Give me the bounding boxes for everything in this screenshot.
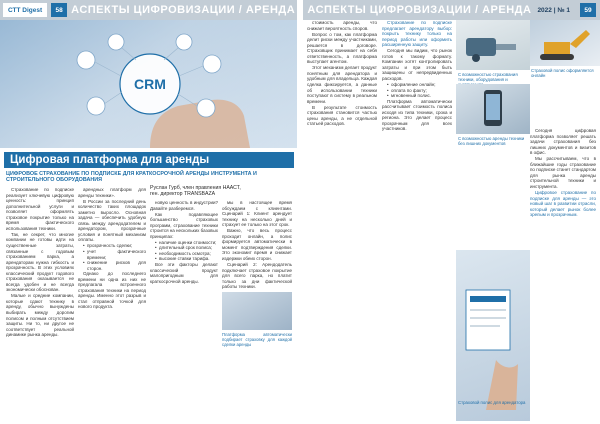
tools-illustration — [456, 20, 530, 70]
crm-badge: CRM — [134, 76, 166, 92]
paragraph: В результате стоимость страхования становится частью цены аренды, а не отдельной статьей расходов. — [307, 104, 377, 127]
photo-tools — [456, 20, 530, 70]
list-item: • высокие ставки тарифа. — [155, 256, 218, 262]
paragraph: арендных платформ для аренды техники». — [78, 187, 146, 198]
paragraph: Этот механизм делает продукт понятным для арендатора и удобным для владельца. Каждая сделка фиксируется, а данные об использовании техники поступают в систему в реальном времени. — [307, 65, 377, 104]
list-item: • оплата по факту; — [387, 88, 452, 94]
left-page-number: 58 — [51, 3, 67, 17]
column-5 — [307, 20, 377, 421]
paragraph: Так, не секрет, что многие компании не готовы идти на существенные затраты, связанные с годовым страхованием парка, а арендаторам нужна гибкость и прозрачность. В этих условиях классический продукт годового страхования оказывается не всегда удобен и не всегда экономически обоснован. — [6, 231, 74, 293]
article-lead: ЦИФРОВОЕ СТРАХОВАНИЕ ПО ПОДПИСКЕ ДЛЯ КРАТКОСРОЧНОЙ АРЕНДЫ ИНСТРУМЕНТА И СТРОИТЕЛЬНОГО ОБОРУДОВАНИЯ — [6, 171, 257, 184]
column-2 — [78, 187, 146, 421]
excavator-illustration — [530, 20, 600, 66]
paragraph: Страхование по подписке реализует ключевую цифровую ценность: принцип дополнительной услуги и позволяет оформлять страховое покрытие только на время фактического использования техники. — [6, 187, 74, 231]
paragraph: Сегодня цифровая платформа позволяет решать задачи страхования без лишних документов и визитов в офис. — [530, 128, 596, 156]
paragraph: Платформа автоматически рассчитывает стоимость полиса исходя из типа техники, срока и региона. Это делает процесс прозрачным для всех участников. — [382, 98, 452, 132]
list-item: • учет фактического времени; — [83, 249, 146, 260]
author-byline — [150, 185, 290, 197]
right-page-header — [303, 0, 600, 20]
author-line-2: ген. директор TRANSBAZA — [150, 191, 216, 198]
paragraph: Однако до последнего времени ни одна из них не предлагала встроенного страхования техники на период аренды. Именно этот разрыв и стал отправной точкой для нового продукта. — [78, 271, 146, 310]
list-item: • прозрачность сделки; — [83, 243, 146, 249]
paragraph: стоимость аренды, что снижает вероятность споров. — [307, 20, 377, 31]
paragraph: мы в настоящее время обсуждаем с клиентами. Сценарий 1: Клиент арендует технику на несколько дней и страхует ее только на этот срок. — [222, 200, 292, 228]
bullet-list — [150, 240, 218, 262]
list-item: • наличие оценки стоимости; — [155, 240, 218, 246]
photo-caption: С возможностью страхования техники, оборудования и — [458, 72, 518, 82]
author-line-1: Руслан Гурб, член правления НААСТ, — [150, 185, 241, 191]
photo-excavator — [530, 20, 600, 66]
photo-caption: Страховой полис для арендатора — [458, 400, 526, 405]
figure-caption: Платформа автоматически подбирает страховку для каждой сделки аренды — [222, 331, 292, 347]
column-3 — [150, 200, 218, 421]
paragraph: Вопрос о том, как платформа делит риски между участниками, решается в договоре. Страховщик принимает на себя ответственность, а платформа выступает агентом. — [307, 31, 377, 65]
right-section-title: АСПЕКТЫ ЦИФРОВИЗАЦИИ / АРЕНДА — [307, 4, 532, 16]
paragraph: В России за последний день количество таких площадок заметно выросло. Основная задача — обеспечить удобную связь между арендодателем и арендатором, прозрачные условия и понятный механизм оплаты. — [78, 198, 146, 243]
phone-illustration — [456, 84, 530, 134]
hero-image — [0, 20, 297, 148]
photo-caption: Страховой полис оформляется онлайн — [531, 68, 594, 78]
issue-number: 2022 | № 1 — [537, 6, 570, 14]
bullet-list — [78, 243, 146, 271]
photo-caption: С возможностью аренды техники без лишних документов — [458, 136, 525, 146]
article-figure — [222, 292, 292, 330]
highlight-paragraph: Страхование по подписке предлагает арендатору выбор: покрыть технику только на период работы или оформить расширенную защиту. — [382, 20, 452, 48]
list-item: • оформление онлайн; — [387, 82, 452, 88]
photo-insurance — [456, 250, 530, 421]
brand-logo: СТТ Digest — [3, 3, 47, 17]
paragraph: Важно, что весь процесс проходит онлайн, а полис формируется автоматически в момент подтверждения сделки. Это экономит время и снижает издержки обеих сторон. — [222, 228, 292, 261]
paragraph: Мы рассчитываем, что в ближайшие годы страхование по подписке станет стандартом для рынка аренды строительной техники и инструмента. — [530, 156, 596, 189]
bullet-list — [382, 82, 452, 99]
column-1 — [6, 187, 74, 421]
paragraph: новую ценность в индустрии? Давайте разберемся. — [150, 200, 218, 211]
paragraph: Сценарий 2: Арендодатель подключает страховое покрытие для всего парка, но платит только за дни фактической работы техники. — [222, 262, 292, 290]
paragraph: Сегодня мы видим, что рынок готов к такому формату. Компании хотят контролировать затраты и при этом быть защищены от непредвиденных расходов. — [382, 48, 452, 81]
left-section-title: АСПЕКТЫ ЦИФРОВИЗАЦИИ / АРЕНДА — [71, 4, 296, 16]
hero-illustration — [0, 20, 297, 148]
column-4 — [222, 200, 292, 421]
column-6 — [382, 20, 452, 421]
column-7 — [530, 128, 596, 421]
photo-phone — [456, 84, 530, 134]
list-item: • необходимость осмотра; — [155, 251, 218, 257]
paragraph: Все эти факторы делают классический продукт малопригодным для краткосрочной аренды. — [150, 262, 218, 284]
insurance-illustration — [456, 250, 530, 421]
highlight-paragraph: Цифровое страхование по подписке для аренды — это новый шаг в развитии отрасли, который делает рынок более зрелым и прозрачным. — [530, 190, 596, 218]
paragraph: Малые и средние компании, которые сдают технику в аренду, обычно вынуждены выбирать между дорогим полисом и полным отсутствием защиты. Ни то, ни другое не соответствует реальной динамике рынка аренды. — [6, 293, 74, 338]
right-page-number: 59 — [580, 3, 596, 17]
left-page-header — [0, 0, 297, 20]
list-item: • длительный срок полиса; — [155, 245, 218, 251]
list-item: • мгновенный полис. — [387, 93, 452, 99]
article-title: Цифровая платформа для аренды — [4, 152, 294, 168]
paragraph: Как подавляющее большинство страховых программ, страхование техники строится на нескольких базовых принципах: — [150, 211, 218, 239]
list-item: • снижение рисков для сторон. — [83, 260, 146, 271]
